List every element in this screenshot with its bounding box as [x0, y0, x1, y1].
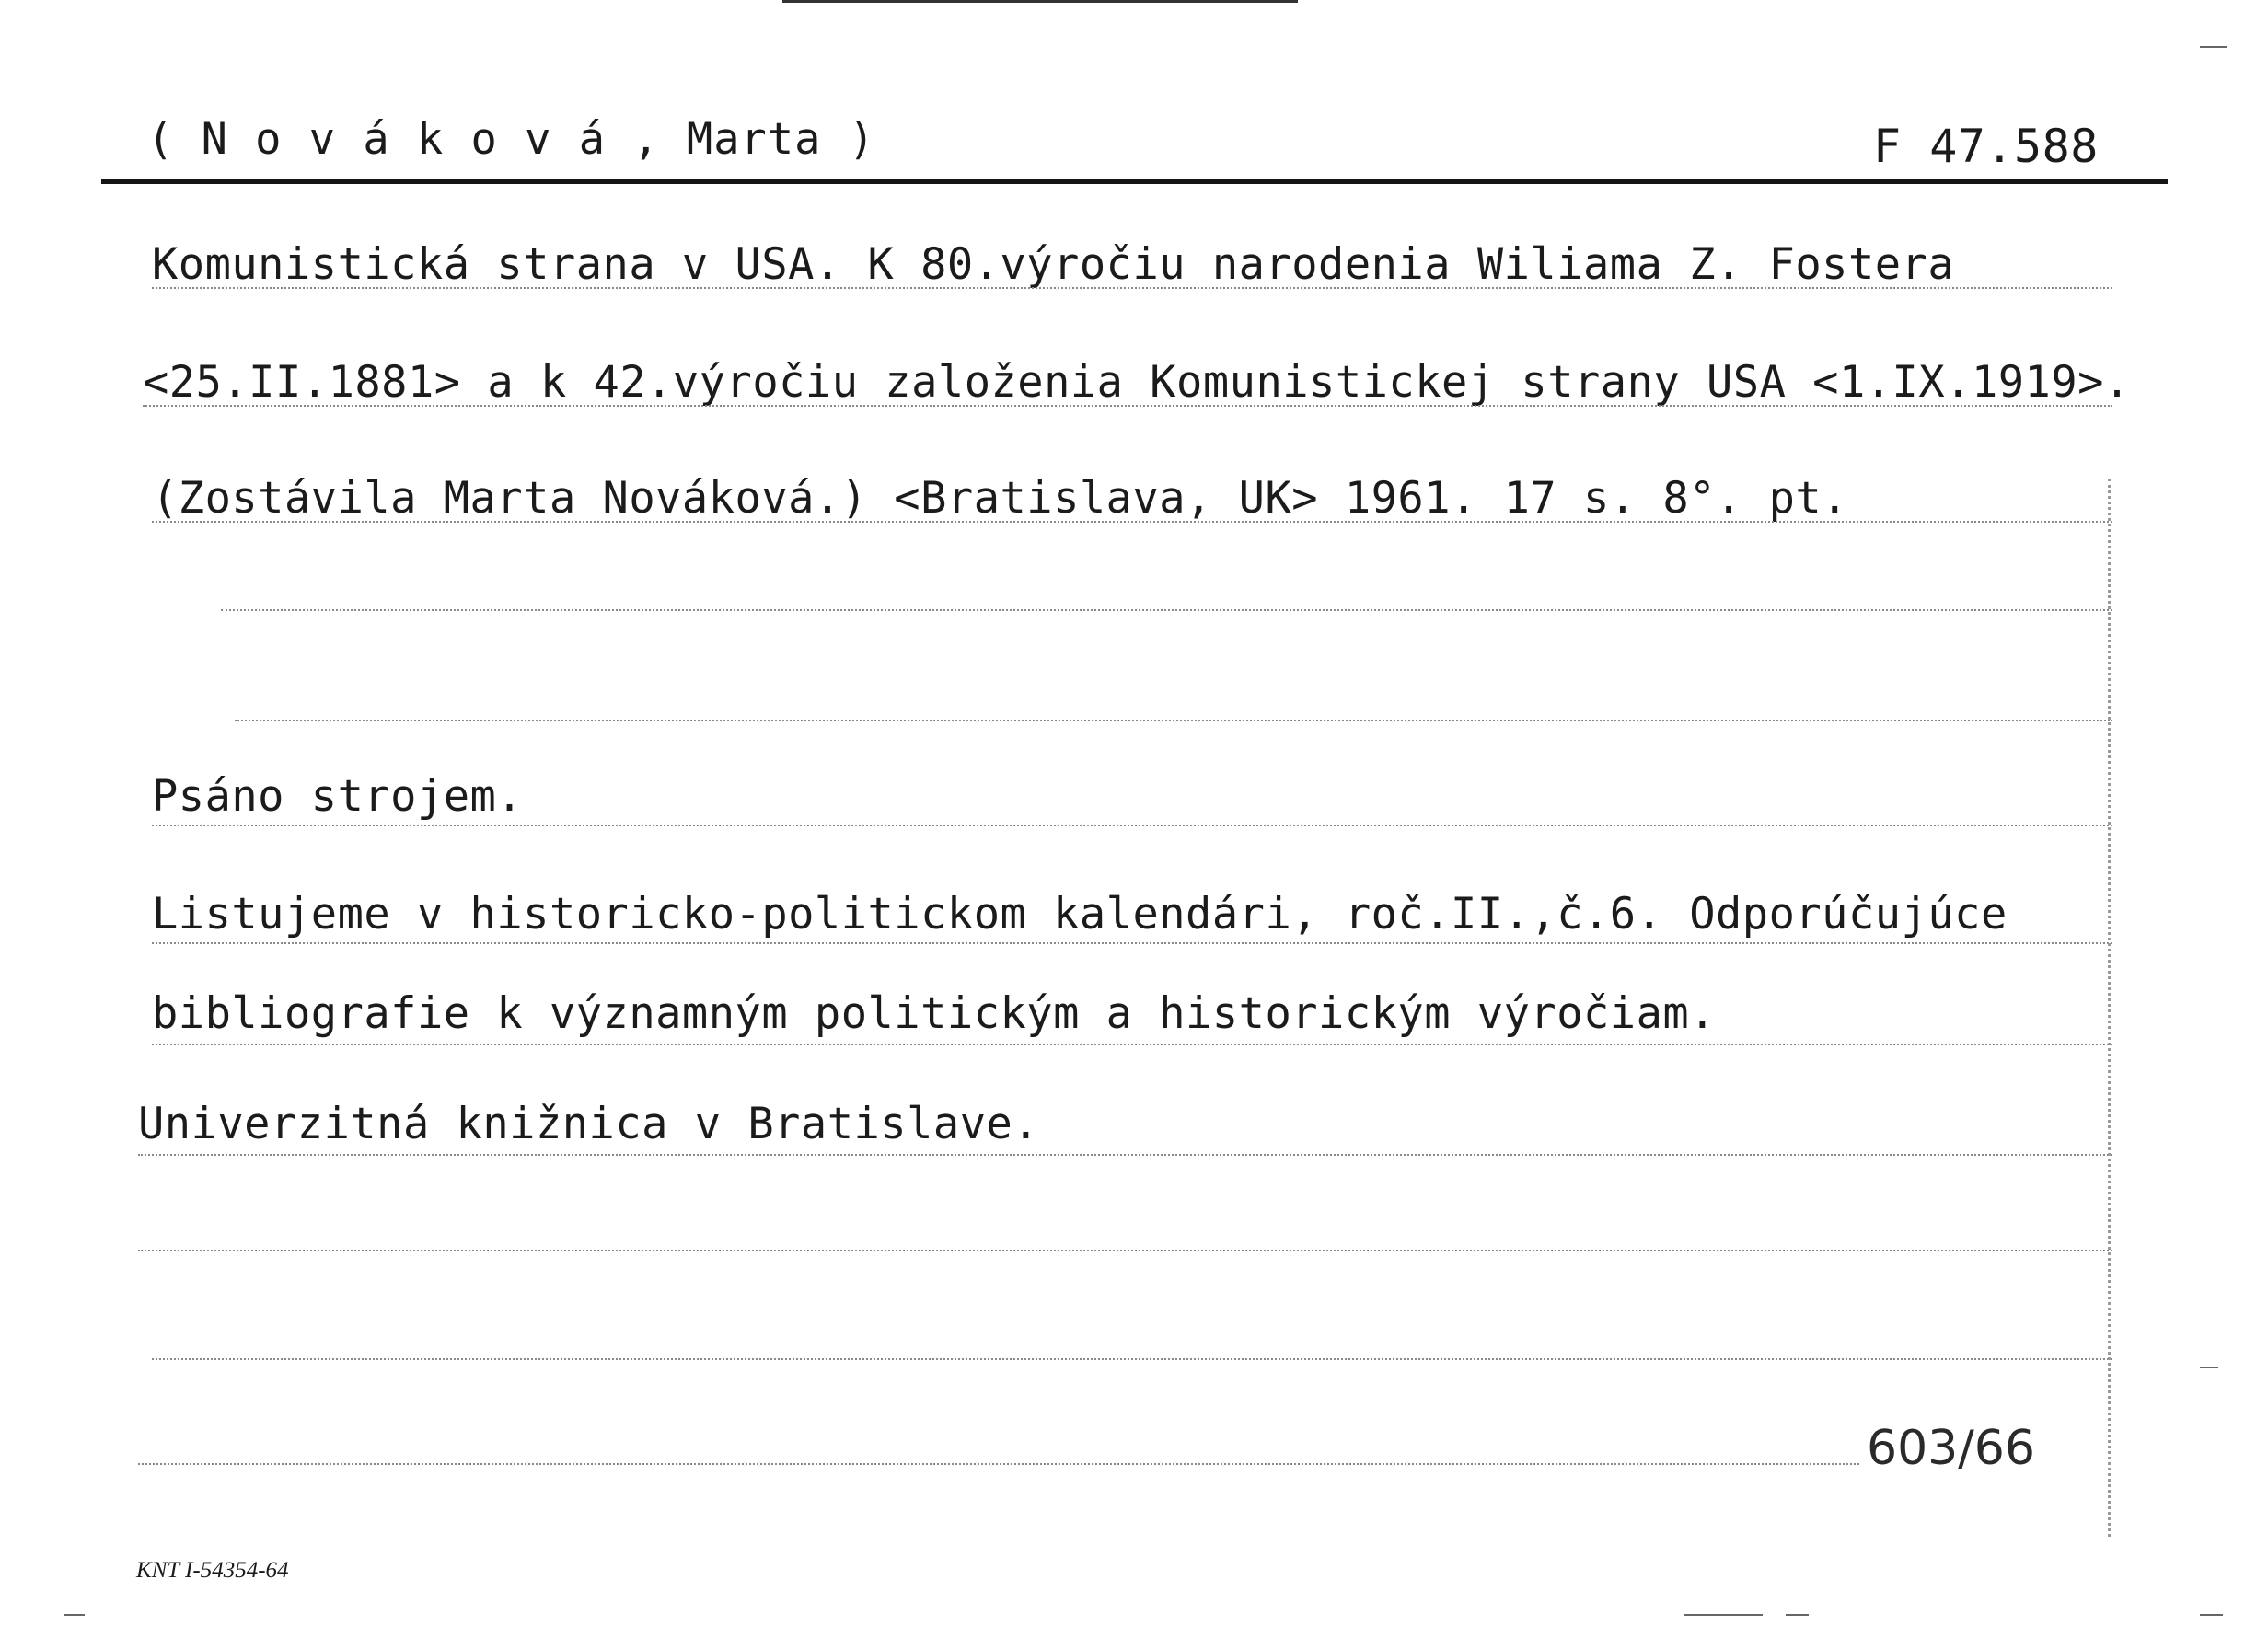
- ruled-dotted-line: [152, 1358, 2112, 1360]
- ruled-dotted-line: [138, 1463, 1859, 1465]
- ruled-dotted-line: [152, 521, 2112, 523]
- title-line-1: Komunistická strana v USA. K 80.výročiu narodenia Wiliama Z. Fostera: [152, 239, 1955, 290]
- shelfmark: F 47.588: [1873, 120, 2099, 173]
- ruled-dotted-line: [221, 609, 2112, 611]
- note-line-1: Psáno strojem.: [152, 771, 524, 822]
- top-edge-rule: [782, 0, 1298, 3]
- title-line-2: <25.II.1881> a k 42.výročiu založenia Komunistickej strany USA <1.IX.1919>.: [143, 357, 2131, 408]
- author-heading: ( N o v á k o v á , Marta ): [147, 114, 876, 165]
- ruled-dotted-line: [143, 405, 2112, 407]
- edge-mark: [1786, 1614, 1809, 1616]
- ruled-dotted-line: [138, 1154, 2112, 1156]
- ruled-dotted-line: [138, 1250, 2112, 1251]
- ruled-dotted-line: [152, 942, 2112, 944]
- footer-code: KNT I-54354-64: [136, 1558, 289, 1583]
- note-line-2: Listujeme v historicko-politickom kalendári, roč.II.,č.6. Odporúčujúce: [152, 889, 2008, 940]
- ruled-dotted-line: [152, 287, 2112, 289]
- edge-mark: [2200, 1614, 2223, 1616]
- accession-number: 603/66: [1867, 1421, 2035, 1476]
- edge-mark: [2200, 46, 2228, 48]
- note-line-3: bibliografie k významným politickým a historickým výročiam.: [152, 988, 1716, 1039]
- edge-mark: [64, 1614, 85, 1616]
- edge-mark: [2200, 1367, 2218, 1368]
- title-line-3: (Zostávila Marta Nováková.) <Bratislava, UK> 1961. 17 s. 8°. pt.: [152, 473, 1848, 524]
- right-margin-dotted-edge: [2108, 479, 2111, 1537]
- heading-rule: [101, 179, 2168, 184]
- note-line-4: Univerzitná knižnica v Bratislave.: [138, 1099, 1040, 1149]
- edge-mark: [1684, 1614, 1763, 1616]
- ruled-dotted-line: [235, 720, 2112, 721]
- ruled-dotted-line: [152, 825, 2112, 826]
- ruled-dotted-line: [152, 1044, 2112, 1045]
